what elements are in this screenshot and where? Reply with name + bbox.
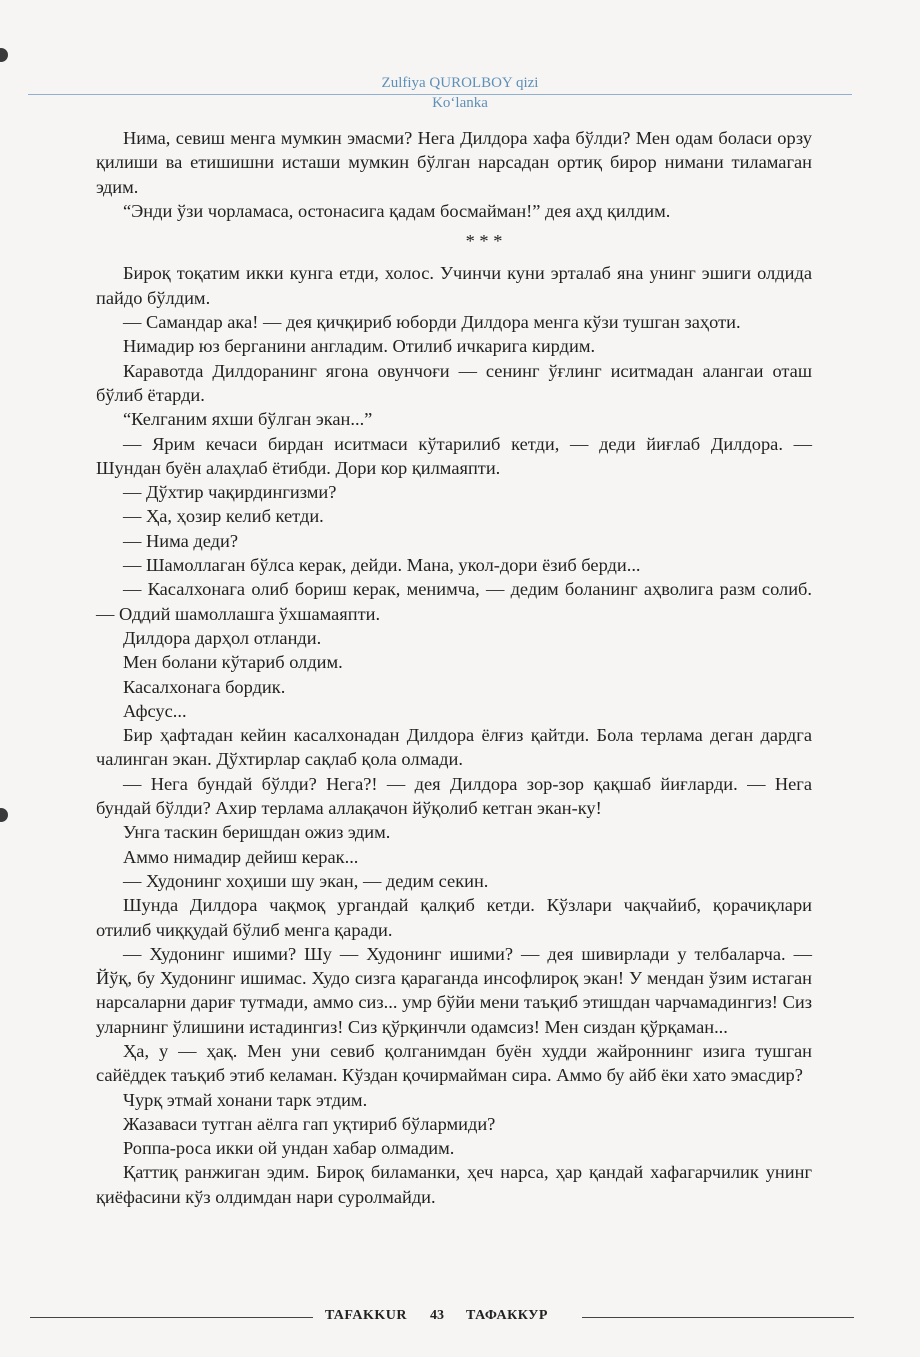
- binder-hole-top: [0, 48, 8, 62]
- paragraph: Унга таскин беришдан ожиз эдим.: [123, 822, 391, 843]
- footer-rule-right: [582, 1317, 854, 1318]
- header-rule: [28, 94, 852, 95]
- paragraph: Бир ҳафтадан кейин касалхонадан Дилдора ёлғиз қайтди. Бола терлама деган дардга чалинган экан. Дўхтирлар сақлаб қола олмади.: [96, 725, 812, 770]
- paragraph: — Касалхонага олиб бориш керак, менимча, — дедим боланинг аҳволига разм солиб. — Оддий шамоллашга ўхшамаяпти.: [96, 579, 812, 624]
- footer-magazine-latin: TAFAKKUR: [325, 1308, 408, 1323]
- section-separator: * * *: [465, 231, 503, 252]
- article-body: [96, 126, 812, 1209]
- paragraph: — Худонинг ишими? Шу — Худонинг ишими? — дея шивирлади у телбаларча. — Йўқ, бу Худонинг ишимас. Худо сизга қараганда инсофлироқ экан! У мендан ўзим истаган нарсаларни дариғ тутмади, аммо сиз... умр бўйи мени таъқиб этишдан чарчамадингиз! Сиз уларнинг ўлишини истадингиз! Сиз қўрқинчли одамсиз! Мен сиздан қўрқаман...: [96, 943, 812, 1037]
- paragraph: Қаттиқ ранжиган эдим. Бироқ биламанки, ҳеч нарса, ҳар қандай хафагарчилик унинг қиёфасини кўз олдимдан нари суролмайди.: [96, 1162, 812, 1207]
- paragraph: Роппа-роса икки ой ундан хабар олмадим.: [123, 1138, 455, 1159]
- page-number: 43: [430, 1308, 444, 1323]
- paragraph: “Келганим яхши бўлган экан...”: [123, 409, 373, 430]
- paragraph: — Ҳа, ҳозир келиб кетди.: [123, 506, 324, 527]
- paragraph: Касалхонага бордик.: [123, 676, 286, 697]
- header-title: Ko‘lanka: [432, 95, 488, 111]
- paragraph: Афсус...: [123, 700, 187, 721]
- footer-rule-left: [30, 1317, 313, 1318]
- paragraph: Бироқ тоқатим икки кунга етди, холос. Учинчи куни эрталаб яна унинг эшиги олдида пайдо бўлдим.: [96, 263, 812, 308]
- binder-hole-middle: [0, 808, 8, 822]
- paragraph: — Нима деди?: [123, 530, 239, 551]
- running-header: [0, 74, 920, 112]
- paragraph: Жазаваси тутган аёлга гап уқтириб бўлармиди?: [123, 1113, 496, 1134]
- header-author: Zulfiya QUROLBOY qizi: [381, 75, 539, 91]
- paragraph: — Нега бундай бўлди? Нега?! — дея Дилдора зор-зор қақшаб йиғларди. — Нега бундай бўлди? Ахир терлама аллақачон йўқолиб кетган экан-ку!: [96, 773, 812, 819]
- paragraph: “Энди ўзи чорламаса, остонасига қадам босмайман!” дея аҳд қилдим.: [123, 200, 671, 221]
- footer-magazine-cyrillic: ТАФАККУР: [466, 1308, 548, 1323]
- paragraph: — Ярим кечаси бирдан иситмаси кўтарилиб кетди, — деди йиғлаб Дилдора. — Шундан буён алаҳлаб ётибди. Дори кор қилмаяпти.: [96, 433, 812, 478]
- paragraph: — Дўхтир чақирдингизми?: [123, 482, 337, 503]
- paragraph: Нима, севиш менга мумкин эмасми? Нега Дилдора хафа бўлди? Мен одам боласи орзу қилиши ва етишишни исташи мумкин бўлган нарсадан ортиқ бирор нимани тиламаган эдим.: [96, 128, 812, 197]
- paragraph: Нимадир юз берганини англадим. Отилиб ичкарига кирдим.: [123, 336, 596, 357]
- paragraph: — Шамоллаган бўлса керак, дейди. Мана, укол-дори ёзиб берди...: [123, 555, 641, 576]
- paragraph: — Самандар ака! — дея қичқириб юборди Дилдора менга кўзи тушган заҳоти.: [123, 312, 741, 333]
- paragraph: Аммо нимадир дейиш керак...: [123, 846, 359, 867]
- page-footer: [0, 1308, 920, 1330]
- paragraph: — Худонинг хоҳиши шу экан, — дедим секин.: [123, 870, 489, 891]
- paragraph: Чурқ этмай хонани тарк этдим.: [123, 1089, 368, 1110]
- paragraph: Ҳа, у — ҳақ. Мен уни севиб қолганимдан буён худди жайроннинг изига тушган сайёддек таъқиб этиб келаман. Кўздан қочирмайман сира. Аммо бу айб ёки хато эмасдир?: [96, 1040, 812, 1086]
- paragraph: Дилдора дарҳол отланди.: [123, 627, 322, 648]
- paragraph: Мен болани кўтариб олдим.: [123, 652, 343, 673]
- paragraph: Шунда Дилдора чақмоқ ургандай қалқиб кетди. Кўзлари чақчайиб, қорачиқлари отилиб чиққудай бўлиб менга қаради.: [96, 895, 812, 940]
- paragraph: Каравотда Дилдоранинг ягона овунчоғи — сенинг ўғлинг иситмадан алангаи оташ бўлиб ётарди.: [96, 360, 812, 405]
